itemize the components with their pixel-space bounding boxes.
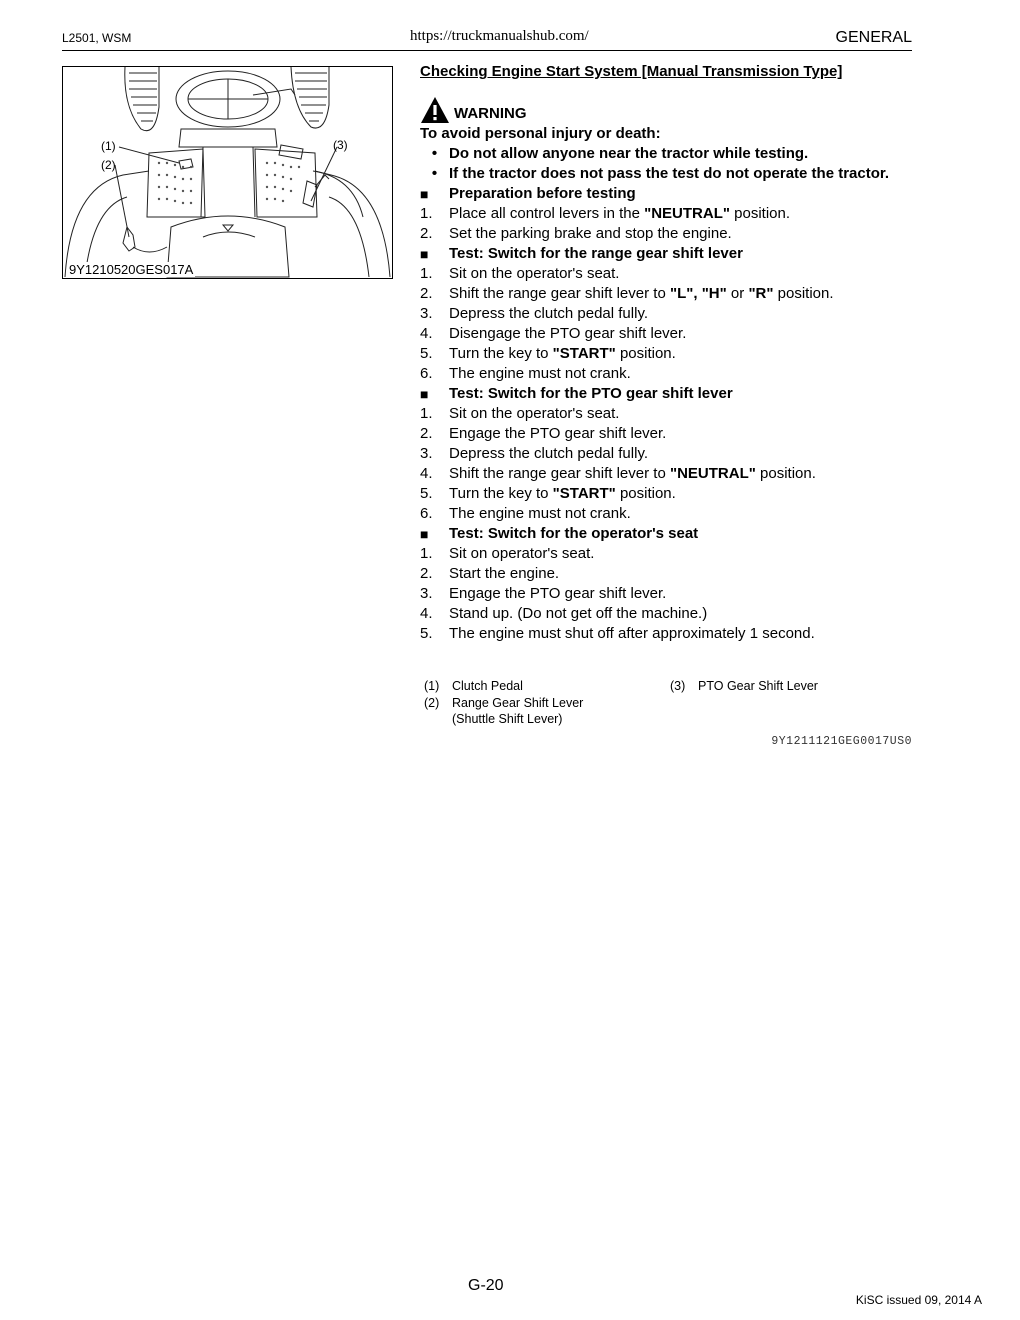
square-bullet-icon: ■ xyxy=(420,526,429,542)
step-emphasis: "NEUTRAL" xyxy=(669,465,756,482)
step-text-part: position. xyxy=(730,205,791,222)
step-text-part: Depress the clutch pedal fully. xyxy=(449,445,648,462)
step-text xyxy=(449,364,631,384)
section-heading xyxy=(420,384,912,404)
callout-1: (1) xyxy=(101,139,116,153)
step-text xyxy=(449,564,559,584)
legend-item xyxy=(424,711,562,728)
header-left: L2501, WSM xyxy=(62,31,132,45)
step-emphasis: "START" xyxy=(552,485,616,502)
step-text-part: position. xyxy=(773,285,834,302)
step-item xyxy=(420,604,912,624)
step-item xyxy=(420,544,912,564)
step-item xyxy=(420,364,912,384)
step-text xyxy=(449,444,648,464)
step-item xyxy=(420,344,912,364)
step-text-part: Sit on operator's seat. xyxy=(449,545,595,562)
step-item xyxy=(420,404,912,424)
square-bullet-icon: ■ xyxy=(420,186,429,202)
step-number: 6. xyxy=(420,505,433,522)
warning-label: WARNING xyxy=(454,105,527,122)
section-heading-text: Test: Switch for the PTO gear shift lever xyxy=(449,385,733,402)
step-item xyxy=(420,264,912,284)
step-text-part: The engine must not crank. xyxy=(449,365,631,382)
step-text-part: position. xyxy=(615,345,676,362)
step-text-part: position. xyxy=(615,485,676,502)
step-item xyxy=(420,444,912,464)
step-text xyxy=(449,344,676,364)
instruction-column xyxy=(420,62,912,644)
step-emphasis: "L", "H" xyxy=(669,285,727,302)
step-item xyxy=(420,564,912,584)
step-number: 4. xyxy=(420,325,433,342)
section-heading xyxy=(420,244,912,264)
step-text-part: Shift the range gear shift lever to xyxy=(449,285,670,302)
step-text-part: Sit on the operator's seat. xyxy=(449,265,620,282)
step-item xyxy=(420,304,912,324)
callout-3: (3) xyxy=(333,138,348,152)
step-number: 2. xyxy=(420,565,433,582)
section-heading-text: Preparation before testing xyxy=(449,185,636,202)
step-text xyxy=(449,284,834,304)
warning-item: • If the tractor does not pass the test do not operate the tractor. xyxy=(420,164,912,184)
step-number: 5. xyxy=(420,625,433,642)
warning-text: Do not allow anyone near the tractor while testing. xyxy=(449,145,809,162)
warning-header xyxy=(420,92,912,124)
legend-label: PTO Gear Shift Lever xyxy=(698,679,818,693)
tractor-line-drawing xyxy=(63,67,392,278)
legend-number: (2) xyxy=(424,695,440,710)
step-number: 5. xyxy=(420,485,433,502)
step-item xyxy=(420,424,912,444)
step-text xyxy=(449,624,815,644)
warning-triangle-icon xyxy=(420,96,450,124)
step-number: 3. xyxy=(420,305,433,322)
step-text-part: The engine must not crank. xyxy=(449,505,631,522)
step-number: 6. xyxy=(420,365,433,382)
step-item xyxy=(420,484,912,504)
step-text-part: or xyxy=(726,285,749,302)
step-text-part: Set the parking brake and stop the engine. xyxy=(449,225,732,242)
step-text xyxy=(449,584,666,604)
step-text-part: Start the engine. xyxy=(449,565,560,582)
header-section: GENERAL xyxy=(835,29,912,46)
step-number: 3. xyxy=(420,445,433,462)
legend-item xyxy=(424,678,523,695)
step-emphasis: "NEUTRAL" xyxy=(644,205,730,222)
legend-item xyxy=(424,695,583,712)
legend-item xyxy=(670,678,818,695)
header-url[interactable]: https://truckmanualshub.com/ xyxy=(410,28,589,44)
step-item xyxy=(420,324,912,344)
step-text xyxy=(449,424,666,444)
legend-label: (Shuttle Shift Lever) xyxy=(452,712,563,726)
legend-label: Clutch Pedal xyxy=(452,679,523,693)
step-number: 1. xyxy=(420,405,433,422)
step-text-part: Turn the key to xyxy=(449,345,553,362)
issue-note: KiSC issued 09, 2014 A xyxy=(855,1293,982,1307)
step-number: 1. xyxy=(420,205,433,222)
step-text xyxy=(449,224,732,244)
section-heading xyxy=(420,184,912,204)
step-item xyxy=(420,504,912,524)
step-text-part: Shift the range gear shift lever to xyxy=(449,465,670,482)
step-number: 4. xyxy=(420,465,433,482)
step-emphasis: "R" xyxy=(748,285,774,302)
step-text xyxy=(449,544,594,564)
step-number: 3. xyxy=(420,585,433,602)
step-number: 4. xyxy=(420,605,433,622)
legend-number: (1) xyxy=(424,679,440,693)
step-text xyxy=(449,204,790,224)
step-text xyxy=(449,264,619,284)
section-heading-text: Test: Switch for the operator's seat xyxy=(449,525,699,542)
header-rule xyxy=(62,50,912,51)
step-text xyxy=(449,504,631,524)
legend-label: Range Gear Shift Lever xyxy=(452,695,584,710)
warning-text: If the tractor does not pass the test do not operate the tractor. xyxy=(449,165,890,182)
square-bullet-icon: ■ xyxy=(420,246,429,262)
step-number: 1. xyxy=(420,265,433,282)
step-item xyxy=(420,624,912,644)
step-text-part: position. xyxy=(755,465,816,482)
step-item xyxy=(420,204,912,224)
warning-item: • Do not allow anyone near the tractor while testing. xyxy=(420,144,912,164)
square-bullet-icon: ■ xyxy=(420,386,429,402)
tractor-operator-area-figure xyxy=(62,66,393,279)
step-number: 2. xyxy=(420,225,433,242)
step-text xyxy=(449,304,648,324)
step-text-part: Sit on the operator's seat. xyxy=(449,405,620,422)
test-sections xyxy=(420,184,912,644)
step-item xyxy=(420,464,912,484)
step-number: 2. xyxy=(420,425,433,442)
step-text-part: Engage the PTO gear shift lever. xyxy=(449,425,667,442)
step-emphasis: "START" xyxy=(552,345,616,362)
step-number: 1. xyxy=(420,545,433,562)
step-item xyxy=(420,584,912,604)
step-text xyxy=(449,484,676,504)
step-text-part: Turn the key to xyxy=(449,485,553,502)
page-number: G-20 xyxy=(468,1277,504,1294)
document-code: 9Y1211121GEG0017US0 xyxy=(771,735,912,748)
step-text xyxy=(449,604,707,624)
callout-2: (2) xyxy=(101,158,116,172)
warning-intro: To avoid personal injury or death: xyxy=(420,125,661,142)
step-text xyxy=(449,464,816,484)
section-heading-text: Test: Switch for the range gear shift lever xyxy=(449,245,743,262)
step-text-part: Place all control levers in the xyxy=(449,205,645,222)
step-text-part: Stand up. (Do not get off the machine.) xyxy=(449,605,708,622)
step-text-part: The engine must shut off after approximately 1 second. xyxy=(449,625,815,642)
legend-number: (3) xyxy=(670,679,686,693)
step-item xyxy=(420,224,912,244)
step-text-part: Depress the clutch pedal fully. xyxy=(449,305,648,322)
step-text-part: Disengage the PTO gear shift lever. xyxy=(449,325,687,342)
step-text xyxy=(449,404,619,424)
step-item xyxy=(420,284,912,304)
step-number: 5. xyxy=(420,345,433,362)
step-text xyxy=(449,324,686,344)
page-title: Checking Engine Start System [Manual Transmission Type] xyxy=(420,63,843,80)
figure-code: 9Y1210520GES017A xyxy=(69,262,194,277)
step-text-part: Engage the PTO gear shift lever. xyxy=(449,585,667,602)
step-number: 2. xyxy=(420,285,433,302)
section-heading xyxy=(420,524,912,544)
